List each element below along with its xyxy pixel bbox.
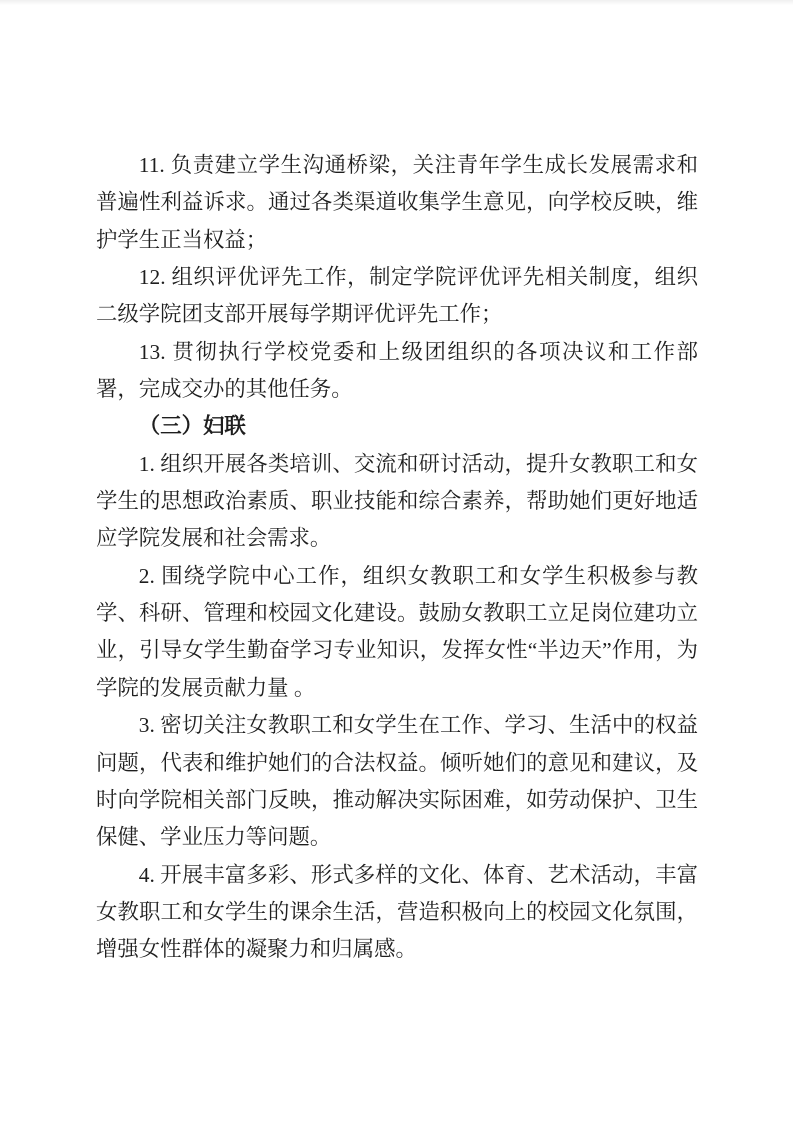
paragraph-item-13: 13. 贯彻执行学校党委和上级团组织的各项决议和工作部署，完成交办的其他任务。 [96, 339, 698, 402]
paragraph-item-11: 11. 负责建立学生沟通桥梁，关注青年学生成长发展需求和普遍性利益诉求。通过各类渠道收集学生意见，向学校反映，维护学生正当权益； [96, 153, 698, 252]
page-edge-shadow [0, 0, 793, 5]
document-body [96, 147, 698, 969]
section-heading-women-federation: （三）妇联 [138, 414, 246, 439]
paragraph-item-3: 3. 密切关注女教职工和女学生在工作、学习、生活中的权益问题，代表和维护她们的合法权益。倾听她们的意见和建议，及时向学院相关部门反映，推动解决实际困难，如劳动保护、卫生保健、学业压力等问题。 [96, 713, 698, 850]
paragraph-item-1: 1. 组织开展各类培训、交流和研讨活动，提升女教职工和女学生的思想政治素质、职业技能和综合素养，帮助她们更好地适应学院发展和社会需求。 [96, 451, 698, 551]
paragraph-item-2: 2. 围绕学院中心工作，组织女教职工和女学生积极参与教学、科研、管理和校园文化建设。鼓励女教职工立足岗位建功立业，引导女学生勤奋学习专业知识，发挥女性“半边天”作用，为学院的发展贡献力量 。 [96, 563, 698, 700]
paragraph-item-12: 12. 组织评优评先工作，制定学院评优评先相关制度，组织二级学院团支部开展每学期评优评先工作； [96, 265, 698, 327]
paragraph-item-4: 4. 开展丰富多彩、形式多样的文化、体育、艺术活动，丰富女教职工和女学生的课余生活，营造积极向上的校园文化氛围，增强女性群体的凝聚力和归属感。 [96, 862, 698, 962]
